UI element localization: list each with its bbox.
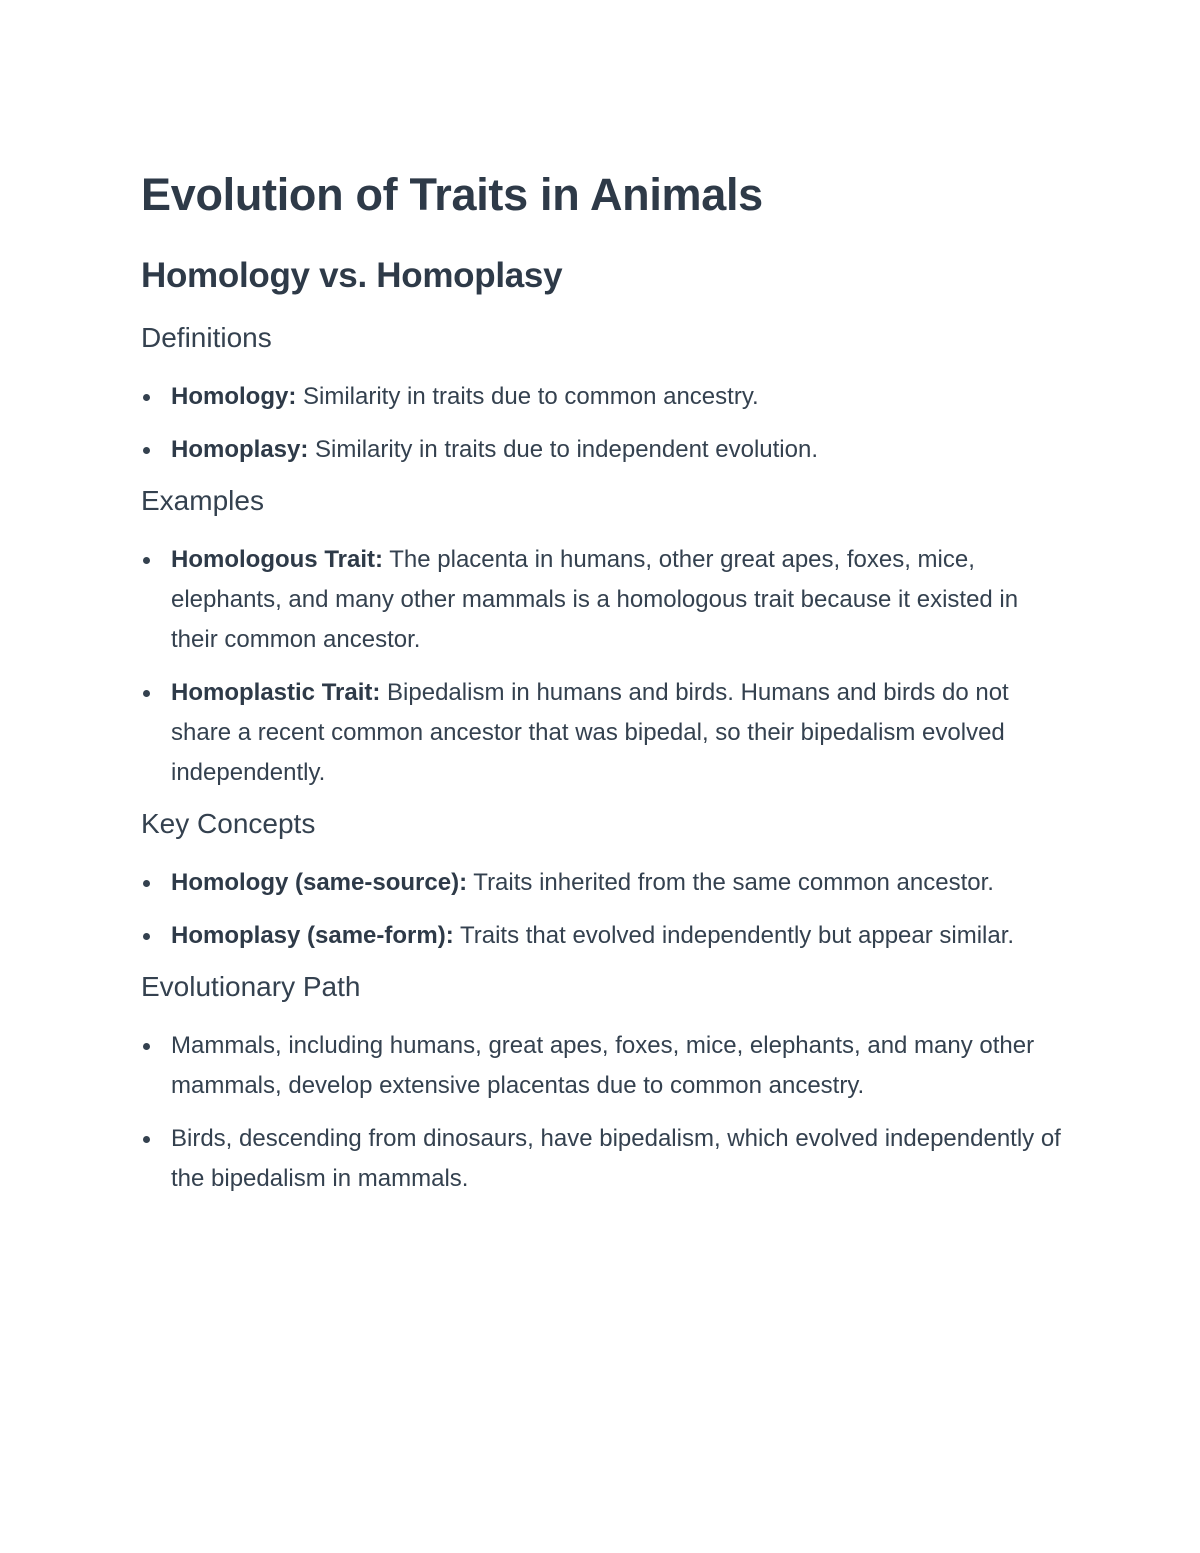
list-item-term: Homology:: [171, 383, 297, 410]
list-item-text: The placenta in humans, other great apes, foxes, mice, elephants, and many other mammals is a homologous trait because it existed in their common ancestor.: [171, 546, 1019, 653]
key-concepts-list: [141, 863, 1061, 956]
section-heading-evolutionary-path: Evolutionary Path: [141, 971, 361, 1002]
bullet-icon: [143, 447, 150, 454]
bullet-icon: [143, 880, 150, 887]
list-item-term: Homoplastic Trait:: [171, 679, 381, 706]
list-item-text: Birds, descending from dinosaurs, have bipedalism, which evolved independently of the bipedalism in mammals.: [171, 1125, 1061, 1192]
list-item-term: Homologous Trait:: [171, 546, 383, 573]
bullet-icon: [143, 557, 150, 564]
list-item-term: Homoplasy (same-form):: [171, 922, 454, 949]
list-item-term: Homoplasy:: [171, 436, 309, 463]
bullet-icon: [143, 933, 150, 940]
list-item-text: Traits that evolved independently but appear similar.: [453, 922, 1015, 949]
list-item: [141, 430, 1061, 470]
list-item: [141, 540, 1061, 660]
document-page: [141, 168, 1061, 1212]
list-item: [141, 377, 1061, 417]
list-item-text: Similarity in traits due to independent evolution.: [308, 436, 818, 463]
list-item: [141, 916, 1061, 956]
list-item: [141, 673, 1061, 793]
bullet-icon: [143, 394, 150, 401]
definitions-list: [141, 377, 1061, 470]
section-heading-examples: Examples: [141, 485, 264, 516]
list-item: [141, 1119, 1061, 1199]
section-heading-definitions: Definitions: [141, 322, 272, 353]
list-item-text: Traits inherited from the same common ancestor.: [467, 869, 994, 896]
bullet-icon: [143, 690, 150, 697]
list-item-text: Bipedalism in humans and birds. Humans and birds do not share a recent common ancestor that was bipedal, so their bipedalism evolved independently.: [171, 679, 1009, 786]
list-item-text: Mammals, including humans, great apes, foxes, mice, elephants, and many other mammals, develop extensive placentas due to common ancestry.: [171, 1032, 1035, 1099]
section-heading-key-concepts: Key Concepts: [141, 808, 316, 839]
list-item-term: Homology (same-source):: [171, 869, 468, 896]
list-item: [141, 1026, 1061, 1106]
document-title: Evolution of Traits in Animals: [141, 169, 763, 220]
list-item-text: Similarity in traits due to common ancestry.: [296, 383, 759, 410]
bullet-icon: [143, 1043, 150, 1050]
bullet-icon: [143, 1136, 150, 1143]
document-subtitle: Homology vs. Homoplasy: [141, 256, 563, 295]
list-item: [141, 863, 1061, 903]
examples-list: [141, 540, 1061, 793]
evolutionary-path-list: [141, 1026, 1061, 1199]
